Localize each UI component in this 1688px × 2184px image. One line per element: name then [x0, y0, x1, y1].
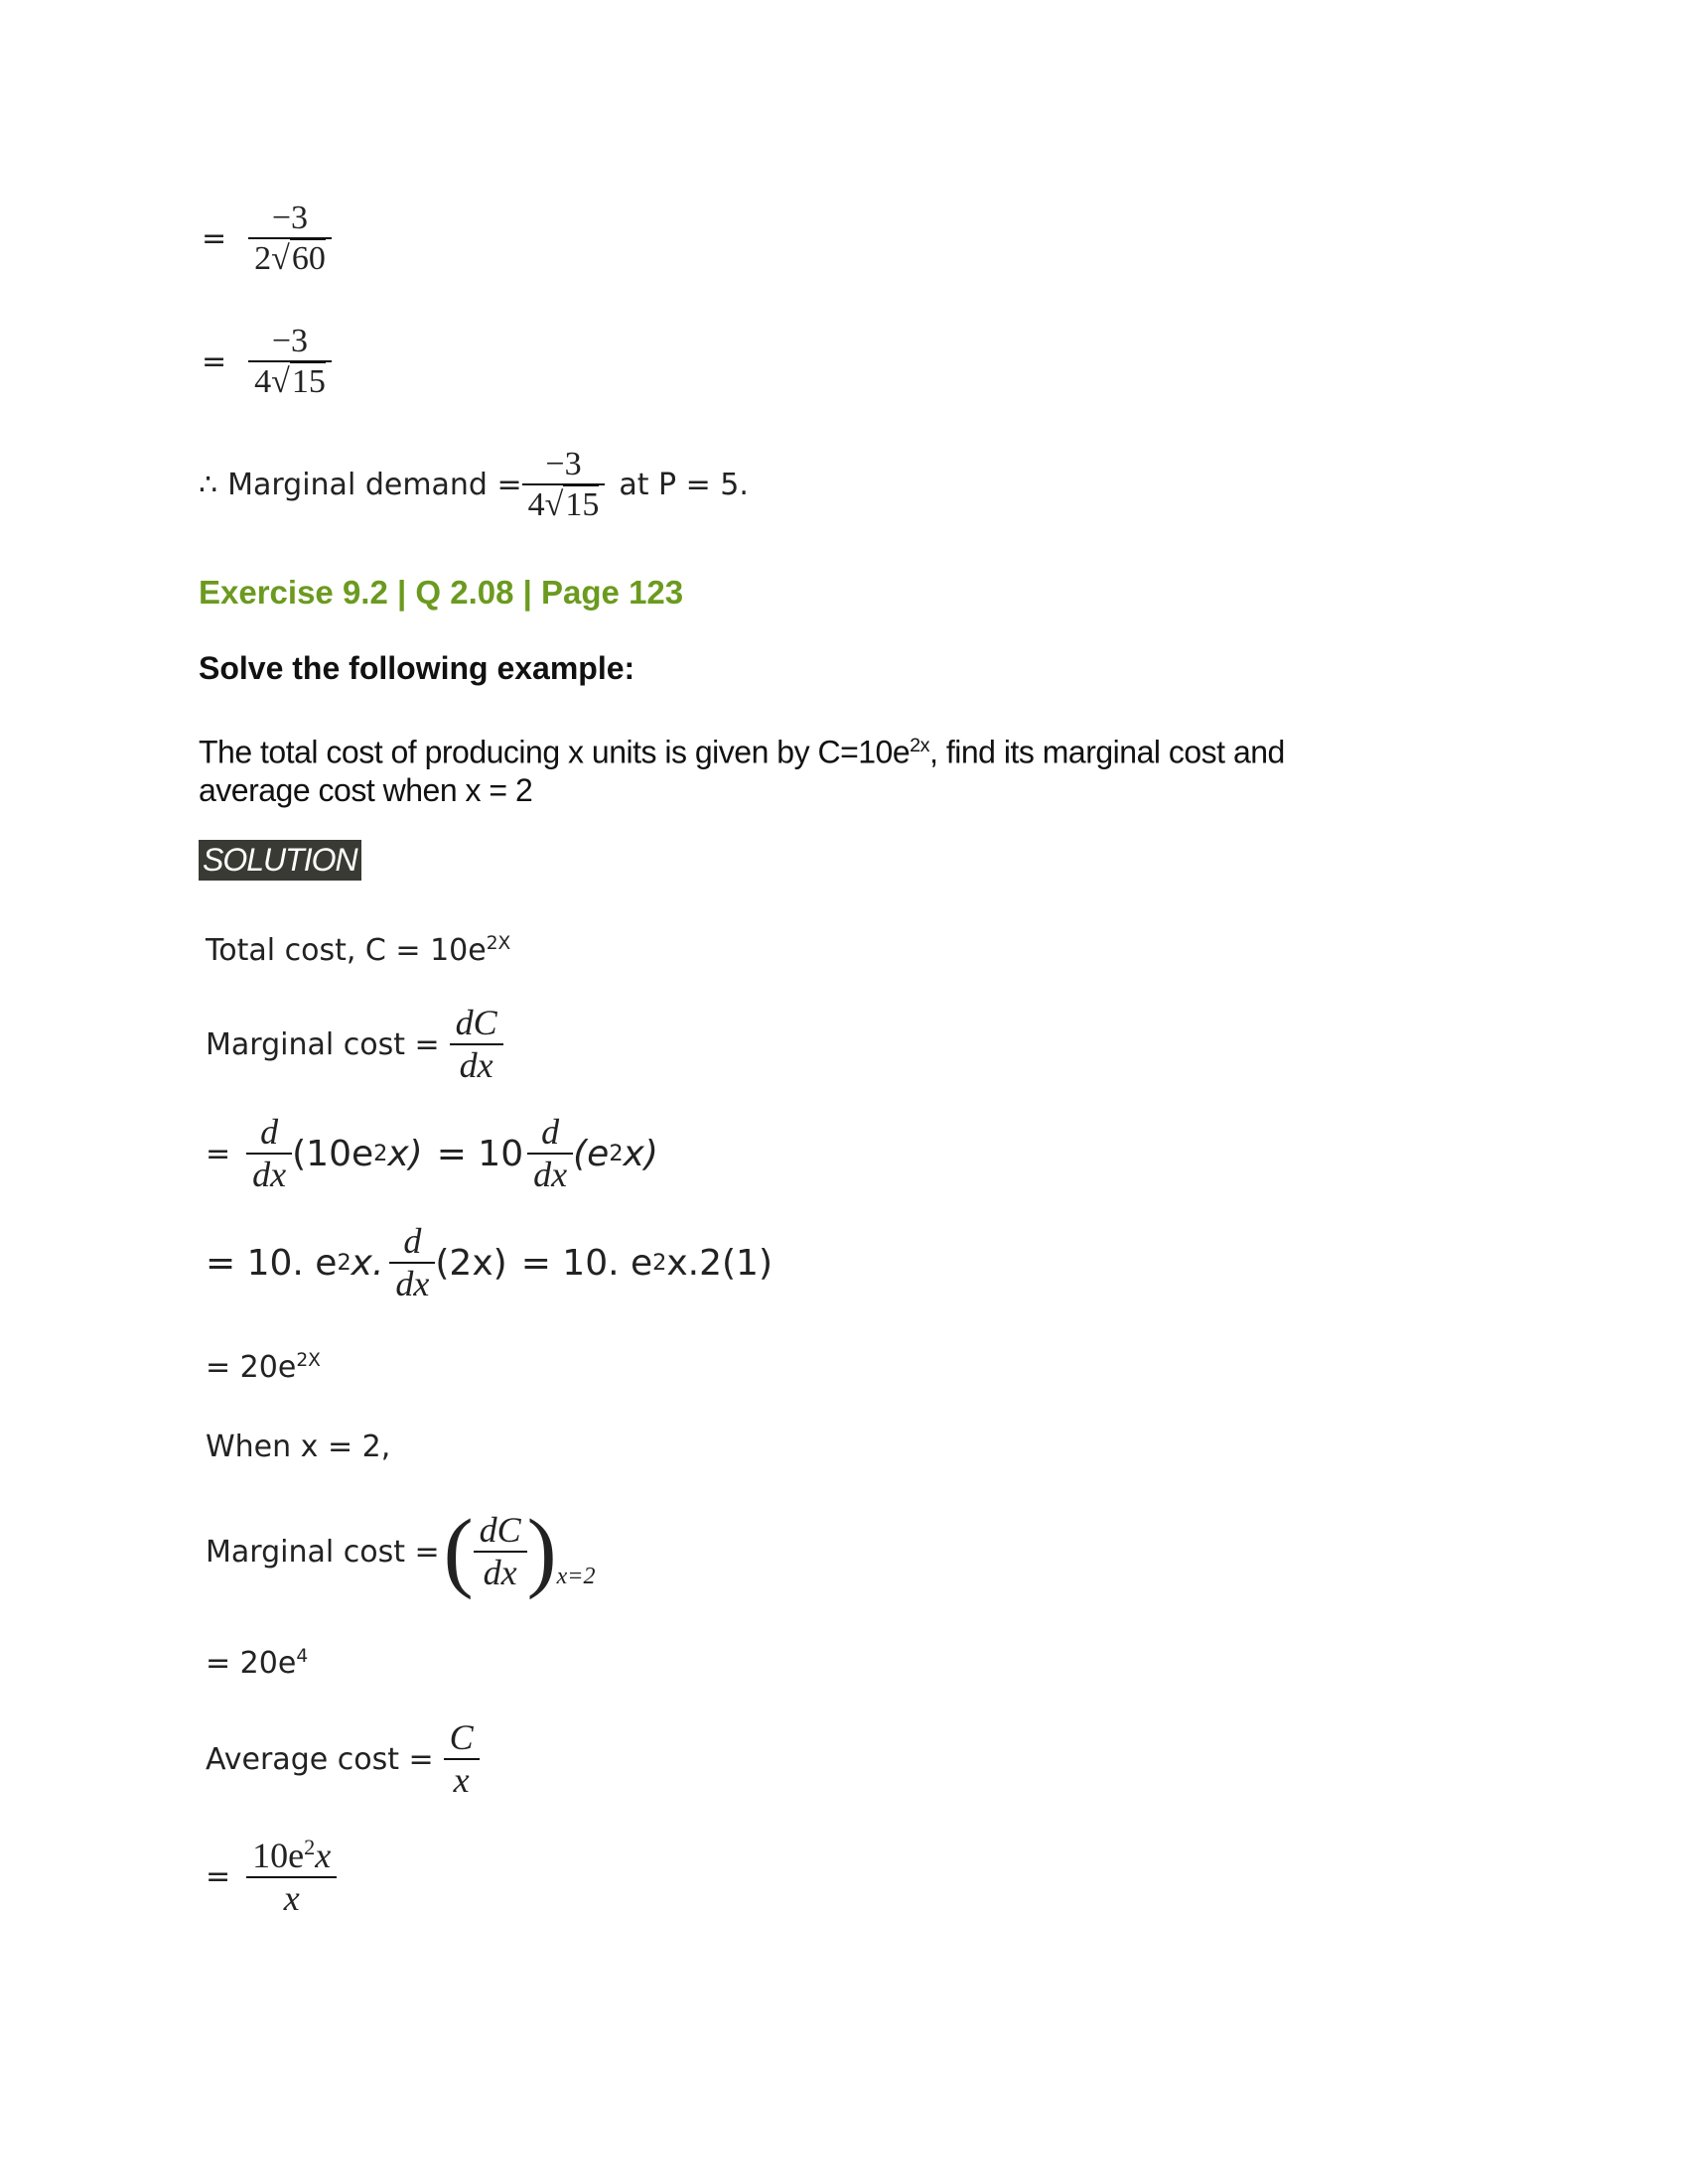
marginal-cost-definition [206, 1003, 503, 1087]
marginal-cost-step-1: = $\frac{d}{dx}$ (10e 2 x) = 10 $\frac{d}{dx}$ (e 2 x) [206, 1112, 658, 1195]
question-title: Solve the following example: [199, 650, 635, 686]
denominator: 4√15 [254, 363, 326, 401]
denominator: 4√15 [527, 486, 600, 524]
marginal-cost-result: = $20e^{2X}$ [206, 1350, 321, 1385]
conclusion-label: Marginal demand = [227, 467, 522, 502]
derivative-operator: $\frac{d}{dx}$ [527, 1112, 573, 1196]
prev-conclusion [199, 445, 749, 524]
numerator: −3 [271, 323, 309, 359]
therefore-symbol: ∴ [199, 467, 218, 502]
fraction [522, 445, 606, 524]
when-x-equals-2: When x = 2, [206, 1430, 391, 1464]
derivative-operator: $\frac{d}{dx}$ [246, 1112, 292, 1196]
question-text: The total cost of producing x units is given by $C=10e^{2x}$, find its marginal cost and average cost when x = 2 [199, 734, 1285, 808]
average-cost-definition: Average cost = $\frac{C}{x}$ [206, 1717, 480, 1802]
equals-sign: = [202, 343, 227, 379]
solution-badge[interactable]: SOLUTION [199, 840, 361, 881]
marginal-cost-step-2: = 10. e 2 x. $\frac{d}{dx}$ (2x) = 10. e 2 x.2(1) [206, 1221, 774, 1304]
fraction [248, 322, 332, 401]
denominator: 2√60 [254, 240, 326, 278]
total-cost-line: Total cost, $C = 10e^{2X}$ [206, 933, 511, 968]
numerator: −3 [271, 200, 309, 236]
numerator: −3 [545, 446, 582, 482]
fraction [248, 199, 332, 278]
marginal-cost-value: = $20e^4$ [206, 1646, 309, 1681]
equals-sign: = [202, 220, 227, 256]
derivative-fraction: $\frac{dC}{dx}$ [450, 1003, 503, 1087]
prev-step-1 [202, 199, 332, 278]
exercise-heading[interactable]: Exercise 9.2 | Q 2.08 | Page 123 [199, 574, 684, 611]
marginal-cost-at-x2: Marginal cost = ( $\frac{dC}{dx}$ ) x=2 [206, 1502, 596, 1600]
average-cost-step: = $\frac{10e^2x}{x}$ [206, 1835, 337, 1920]
label: Marginal cost = [206, 1026, 440, 1062]
derivative-operator: $\frac{d}{dx}$ [389, 1221, 435, 1305]
conclusion-suffix: at P = 5. [619, 467, 749, 502]
prev-step-2 [202, 322, 332, 401]
